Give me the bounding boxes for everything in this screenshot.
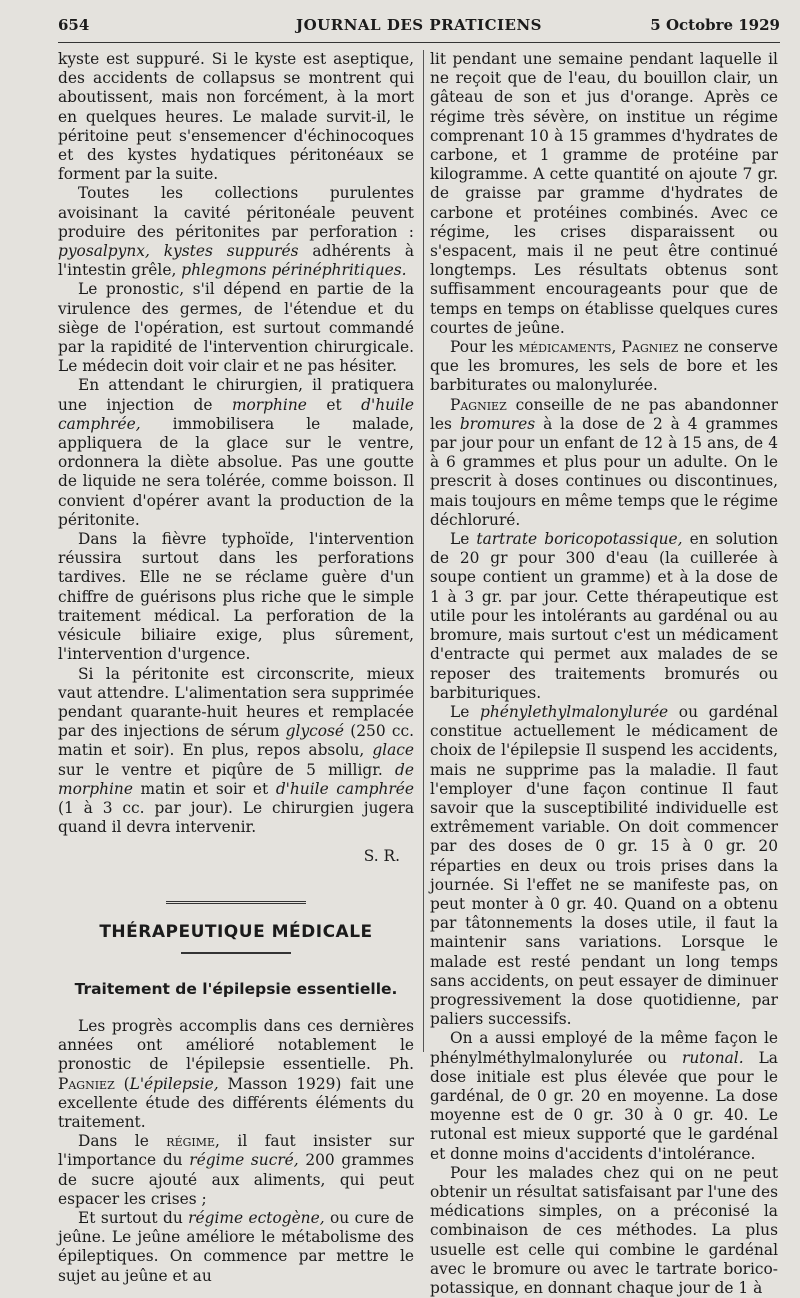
section-underline xyxy=(181,952,291,954)
paragraph: Dans le régime, il faut insister sur l'importance du régime sucré, 200 grammes de sucre ajouté aux aliments, qui peut espacer les crises ; xyxy=(58,1132,414,1208)
paragraph: lit pendant une semaine pendant laquelle il ne reçoit que de l'eau, du bouillon clair, un gâteau de son et jus d'orange. Après ce régime très sévère, on institue un régime comprenant 10 à 15 grammes d'hydrates de carbone, et 1 gramme de protéine par kilogramme. A cette quantité on ajoute 7 gr. de graisse par gramme d'hydrates de carbone et protéines combinés. Avec ce régime, les crises disparaissent ou s'espacent, mais il ne peut être continué longtemps. Les résultats obtenus sont suffisamment encourageants pour que de temps en temps on établisse quelques cures courtes de jeûne. xyxy=(430,50,778,337)
paragraph: On a aussi employé de la même façon le phénylméthylmalonylurée ou rutonal. La dose initiale est plus élevée que pour le gardénal, de 0 gr. 20 en moyenne. La dose moyenne est de 0 gr. 30 à 0 gr. 40. Le rutonal est mieux supporté que le gardénal et donne moins d'accidents d'intolérance. xyxy=(430,1029,778,1163)
page-number: 654 xyxy=(58,16,90,34)
paragraph: Les progrès accomplis dans ces dernières années ont amélioré notablement le pronostic de l'épilepsie essentielle. Ph. Pagniez (L'épilepsie, Masson 1929) fait une excellente étude des différents éléments du traitement. xyxy=(58,1016,415,1131)
paragraph: kyste est suppuré. Si le kyste est aseptique, des accidents de collapsus se montrent qui aboutissent, mais non forcément, à la mort en quelques heures. Le malade survit-il, le péritoine peut s'ensemencer d'échinocoques et des kystes hydatiques péritonéaux se forment par la suite. xyxy=(58,50,414,184)
left-column xyxy=(58,50,414,1286)
paragraph: Pagniez conseille de ne pas abandonner les bromures à la dose de 2 à 4 grammes par jour pour un enfant de 12 à 15 ans, de 4 à 6 grammes et plus pour un adulte. On le prescrit à doses continues ou discontinues, mais toujours en même temps que le régime déchloruré. xyxy=(430,395,778,529)
author-signature: S. R. xyxy=(363,847,400,866)
journal-title: JOURNAL DES PRATICIENS xyxy=(296,16,542,34)
page-header xyxy=(58,16,780,43)
column-divider xyxy=(423,50,424,1052)
paragraph: Le tartrate boricopotassique, en solution de 20 gr pour 300 d'eau (la cuillerée à soupe contient un gramme) et à la dose de 1 à 3 gr. par jour. Cette thérapeutique est utile pour les intolérants au gardénal ou au bromure, mais surtout c'est un médicament d'entracte qui permet aux malades de se reposer des traitements bromurés ou barbituriques. xyxy=(430,530,778,702)
paragraph: Le phénylethylmalonylurée ou gardénal constitue actuellement le médicament de choix de l'épilepsie Il suspend les accidents, mais ne supprime pas la maladie. Il faut l'employer d'une façon continue Il faut savoir que la susceptibilité individuelle est extrêmement variable. On doit commencer par des doses de 0 gr. 15 à 0 gr. 20 réparties en deux ou trois prises dans la journée. Si l'effet ne se manifeste pas, on peut monter à 0 gr. 40. Quand on a obtenu par tâtonnements la doses utile, il faut la maintenir sans variations. Lorsque le malade est resté pendant un long temps sans accidents, on peut essayer de diminuer progressivement la dose quotidienne, par paliers successifs. xyxy=(430,702,778,1029)
section-title: THÉRAPEUTIQUE MÉDICALE xyxy=(99,921,373,942)
paragraph: Pour les médicaments, Pagniez ne conserve que les bromures, les sels de bore et les barbiturates ou malonylurée. xyxy=(430,338,778,395)
section-rule xyxy=(166,901,306,907)
issue-date: 5 Octobre 1929 xyxy=(650,16,780,34)
paragraph: En attendant le chirurgien, il pratiquera une injection de morphine et d'huile camphrée, immobilisera le malade, appliquera de la glace sur le ventre, ordonnera la diète absolue. Pas une goutte de liquide ne sera tolérée, comme boisson. Il convient d'opérer avant la production de la péritonite. xyxy=(58,376,414,529)
paragraph: Le pronostic, s'il dépend en partie de la virulence des germes, de l'étendue et du siège de l'opération, est surtout commandé par la rapidité de l'intervention chirurgicale. Le médecin doit voir clair et ne pas hésiter. xyxy=(58,280,414,376)
paragraph: Pour les malades chez qui on ne peut obtenir un résultat satisfaisant par l'une des médications simples, on a préconisé la combinaison de ces méthodes. La plus usuelle est celle qui combine le gardénal avec le bromure ou avec le tartrate borico-potassique, en donnant chaque jour de 1 à xyxy=(430,1163,778,1297)
paragraph: Toutes les collections purulentes avoisinant la cavité péritonéale peuvent produire des péritonites par perforation : pyosalpynx, kystes suppurés adhérents à l'intestin grêle, phlegmons périnéphritiques. xyxy=(58,184,414,280)
article-title: Traitement de l'épilepsie essentielle. xyxy=(74,979,398,998)
paragraph: Et surtout du régime ectogène, ou cure de jeûne. Le jeûne améliore le métabolisme des épileptiques. On commence par mettre le sujet au jeûne et au xyxy=(58,1208,414,1285)
paragraph: Dans la fièvre typhoïde, l'intervention réussira surtout dans les perforations tardives. Elle ne se réclame guère d'un chiffre de guérisons plus riche que le simple traitement médical. La perforation de la vésicule biliaire exige, plus sûrement, l'intervention d'urgence. xyxy=(58,530,414,664)
paragraph: Si la péritonite est circonscrite, mieux vaut attendre. L'alimentation sera supprimée pendant quarante-huit heures et remplacée par des injections de sérum glycosé (250 cc. matin et soir). En plus, repos absolu, glace sur le ventre et piqûre de 5 milligr. de morphine matin et soir et d'huile camphrée (1 à 3 cc. par jour). Le chirurgien jugera quand il devra intervenir. xyxy=(58,664,415,837)
right-column xyxy=(430,50,778,1298)
